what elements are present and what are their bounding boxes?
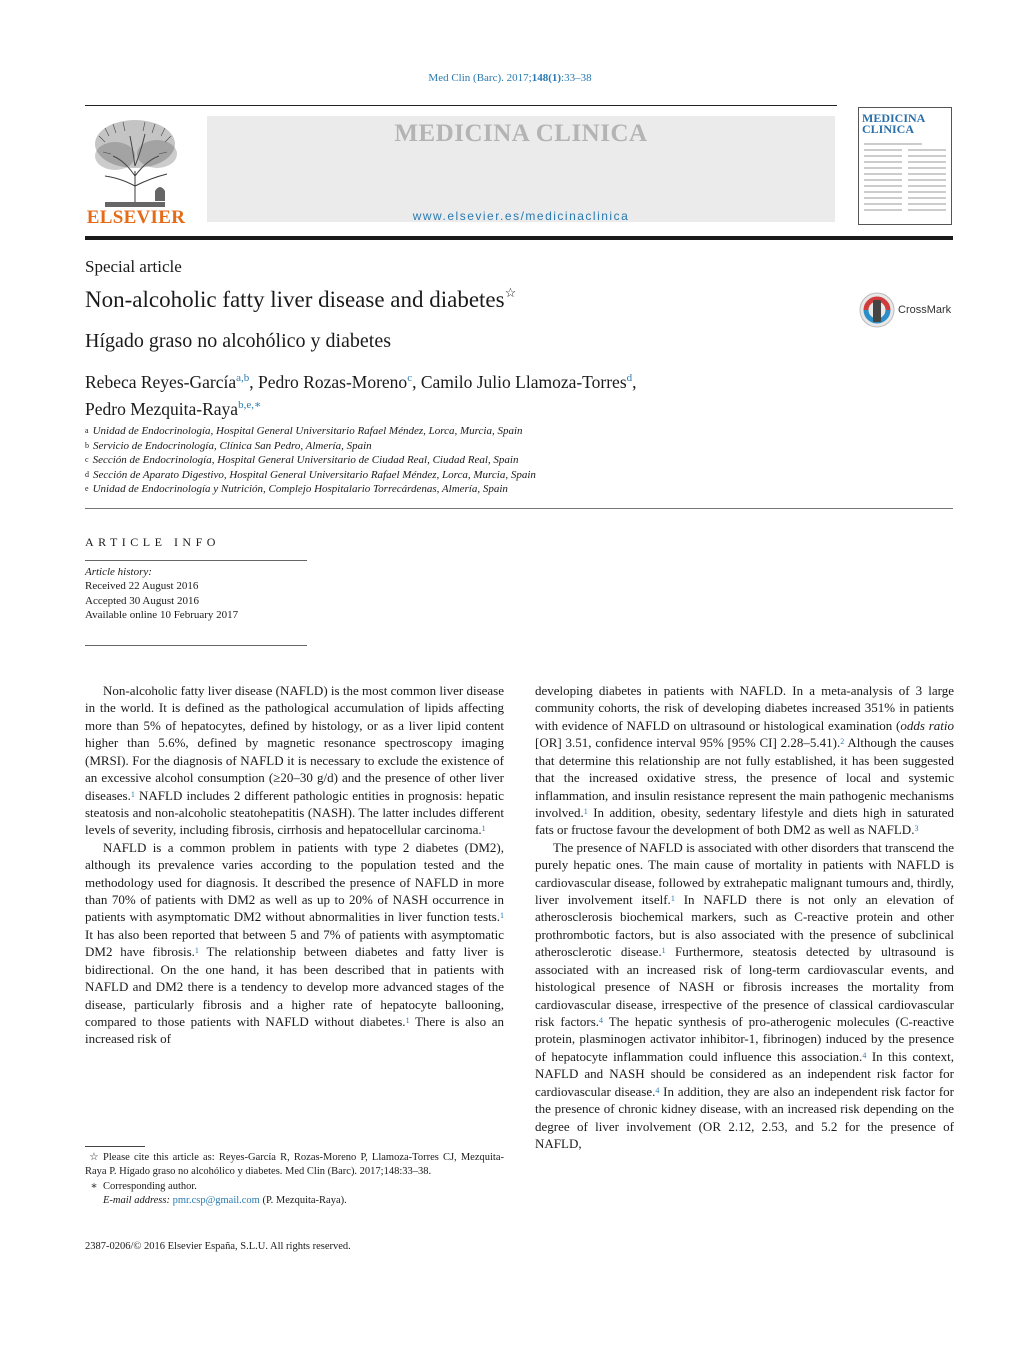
article-type: Special article <box>85 257 182 276</box>
section-divider <box>85 508 953 509</box>
author-affiliation-link[interactable]: d <box>626 372 633 384</box>
reference-link[interactable]: 1 <box>670 894 675 904</box>
author-affiliation-link[interactable]: b,e,∗ <box>238 398 262 411</box>
title-footnote-mark[interactable]: ☆ <box>504 285 517 300</box>
author-name: Pedro Mezquita-Raya <box>85 398 239 419</box>
body-paragraph: Non-alcoholic fatty liver disease (NAFLD) is the most common liver disease in the world. It is defined as the pathological accumulation of lipids affecting more than 5% of hepatocytes, defined by histology, or as a liver lipid content higher than 5.6%, defined by magnetic resonance spectroscopy imaging (MRSI). For the diagnosis of NAFLD it is necessary to exclude the existence of an excessive alcohol consumption (≥20–30 g/d) and the presence of other liver diseases.$^1$ NAFLD includes 2 different pathologic entities in prognosis: hepatic steatosis and non-alcoholic steatohepatitis (NASH). The latter includes different levels of severity, including fibrosis, cirrhosis and hepatocellular carcinoma.$^1$ <box>85 683 504 838</box>
author-affiliation-link[interactable]: c <box>407 372 413 384</box>
cover-title: MEDICINA CLINICA <box>862 111 925 136</box>
article-history: Article history: Received 22 August 2016 Accepted 30 August 2016 Available online 10 February 2017 <box>85 566 239 621</box>
journal-title: MEDICINA CLINICA <box>394 120 648 147</box>
reference-link[interactable]: 1 <box>194 946 199 956</box>
affiliation-item: $^d$ Sección de Aparato Digestivo, Hospital General Universitario Rafael Méndez, Lorca, Murcia, Spain <box>85 468 536 481</box>
header-thick-rule <box>85 236 953 240</box>
body-column-left <box>85 682 504 1048</box>
article-title: Non-alcoholic fatty liver disease and diabetes☆ <box>85 285 517 312</box>
reference-link[interactable]: 1 <box>500 911 504 921</box>
body-paragraph: developing diabetes in patients with NAFLD. In a meta-analysis of 3 large community cohorts, the risk of developing diabetes increased 351% in patients with evidence of NAFLD on ultrasound or histological examination (odds ratio [OR] 3.51, confidence interval 95% [95% CI] 2.28–5.41).$^2$ Although the causes that determine this relationship are not fully established, it has been suggested that the increased oxidative stress, the presence of local and systemic inflammation, and insulin resistance represent the main pathogenic mechanisms involved.$^1$ In addition, obesity, sedentary lifestyle and diets high in saturated fats or fructose favour the development of both DM2 as well as NAFLD.$^3$ <box>535 683 954 838</box>
reference-link[interactable]: 1 <box>661 946 666 956</box>
body-paragraph: The presence of NAFLD is associated with other disorders that transcend the purely hepatic ones. The main cause of mortality in patients with NAFLD is cardiovascular disease, followed by extrahepatic malignant tumours and, thirdly, liver involvement itself.$^1$ In NAFLD there is not only an elevation of atherosclerosis biochemical markers, such as C-reactive protein and other prothrombotic factors, but is also associated with the presence of subclinical atherosclerotic disease.$^1$ Furthermore, steatosis detected by ultrasound is associated with an increased risk of long-term cardiovascular events, and histological presence of NASH or fibrosis increases the mortality from cardiovascular disease, irrespective of the presence of classical cardiovascular risk factors.$^4$ The hepatic synthesis of pro-atherogenic molecules (C-reactive protein, plasminogen activator inhibitor-1, fibrinogen) induced by the presence of hepatocyte inflammation could influence this association.$^4$ In this context, NAFLD and NASH should be considered as an independent risk factor for cardiovascular disease.$^4$ In addition, they are also an independent risk factor for the presence of chronic kidney disease, with an increased risk depending on the degree of liver involvement (OR 2.12, 2.53, and 5.2 for the presence of NAFLD, <box>535 839 954 1151</box>
article-info-rule <box>85 560 307 561</box>
email-footnote: E-mail address: pmr.csp@gmail.com (P. Mezquita-Raya). <box>103 1194 347 1206</box>
author-name: Camilo Julio Llamoza-Torres <box>420 371 627 392</box>
reference-link[interactable]: 1 <box>405 1016 410 1026</box>
article-title-spanish: Hígado graso no alcohólico y diabetes <box>85 330 392 352</box>
body-column-right <box>535 682 954 1152</box>
reference-link[interactable]: 4 <box>655 1085 660 1095</box>
article-info-rule-bottom <box>85 645 307 646</box>
reference-link[interactable]: 1 <box>583 806 588 816</box>
crossmark-label[interactable]: CrossMark <box>898 304 952 316</box>
header-rule <box>85 105 837 106</box>
corresponding-author-footnote: ∗ Corresponding author. <box>90 1180 197 1192</box>
footnotes <box>85 1151 504 1208</box>
copyright-notice: 2387-0206/© 2016 Elsevier España, S.L.U. All rights reserved. <box>85 1241 351 1252</box>
affiliation-list <box>85 424 785 497</box>
article-info-heading: ARTICLE INFO <box>85 535 220 549</box>
reference-link[interactable]: 2 <box>840 737 845 747</box>
reference-link[interactable]: 1 <box>130 789 135 799</box>
reference-link[interactable]: 4 <box>599 1016 604 1026</box>
journal-citation[interactable]: Med Clin (Barc). 2017;148(1):33–38 <box>428 72 592 84</box>
affiliation-item: $^b$ Servicio de Endocrinología, Clínica San Pedro, Almería, Spain <box>85 439 372 452</box>
affiliation-item: $^c$ Sección de Endocrinología, Hospital General Universitario de Ciudad Real, Ciudad Real, Spain <box>85 454 519 466</box>
publisher-logo-text: ELSEVIER <box>86 207 186 228</box>
reference-link[interactable]: 1 <box>481 824 486 834</box>
affiliation-item: $^e$ Unidad de Endocrinología y Nutrición, Complejo Hospitalario Torrecárdenas, Almería, Spain <box>85 483 508 495</box>
cover-contents-lines <box>862 140 948 220</box>
footnote-rule <box>85 1146 145 1147</box>
journal-url-link[interactable]: www.elsevier.es/medicinaclinica <box>412 209 630 223</box>
reference-link[interactable]: 4 <box>862 1050 867 1060</box>
elsevier-tree-logo <box>85 116 185 210</box>
author-name: Pedro Rozas-Moreno <box>257 371 408 392</box>
body-paragraph: NAFLD is a common problem in patients with type 2 diabetes (DM2), although its prevalence varies according to the population tested and the methodology used for diagnosis. It described the presence of NAFLD in more than 70% of patients with DM2 as well as up to 20% of NASH occurrence in patients with asymptomatic DM2 without abnormalities in liver function tests.$^1$ It has also been reported that between 5 and 7% of patients with asymptomatic DM2 have fibrosis.$^1$ The relationship between diabetes and fatty liver is bidirectional. On the one hand, it has been described that in patients with NAFLD and DM2 there is a tendency to develop more advanced stages of the disease, particularly fibrosis and a higher rate of hepatocyte ballooning, compared to those patients with NAFLD without diabetes.$^1$ There is also an increased risk of <box>85 839 504 1047</box>
author-list: Rebeca Reyes-García$^{a,b}$, Pedro Rozas-Moreno$^c$, Camilo Julio Llamoza-Torres$^d$, Pedro Mezquita-Raya$^{b,e,∗}$ <box>85 371 637 419</box>
affiliation-item: $^a$ Unidad de Endocrinología, Hospital General Universitario Rafael Méndez, Lorca, Murcia, Spain <box>85 425 523 437</box>
reference-link[interactable]: 3 <box>914 824 919 834</box>
author-name: Rebeca Reyes-García <box>85 371 237 392</box>
email-link[interactable]: pmr.csp@gmail.com <box>172 1194 260 1206</box>
citation-footnote: ☆ Please cite this article as: Reyes-García R, Rozas-Moreno P, Llamoza-Torres CJ, Mezquita-Raya P. Hígado graso no alcohólico y diabetes. Med Clin (Barc). 2017;148:33–38. <box>85 1152 504 1178</box>
author-affiliation-link[interactable]: a,b <box>236 372 250 384</box>
